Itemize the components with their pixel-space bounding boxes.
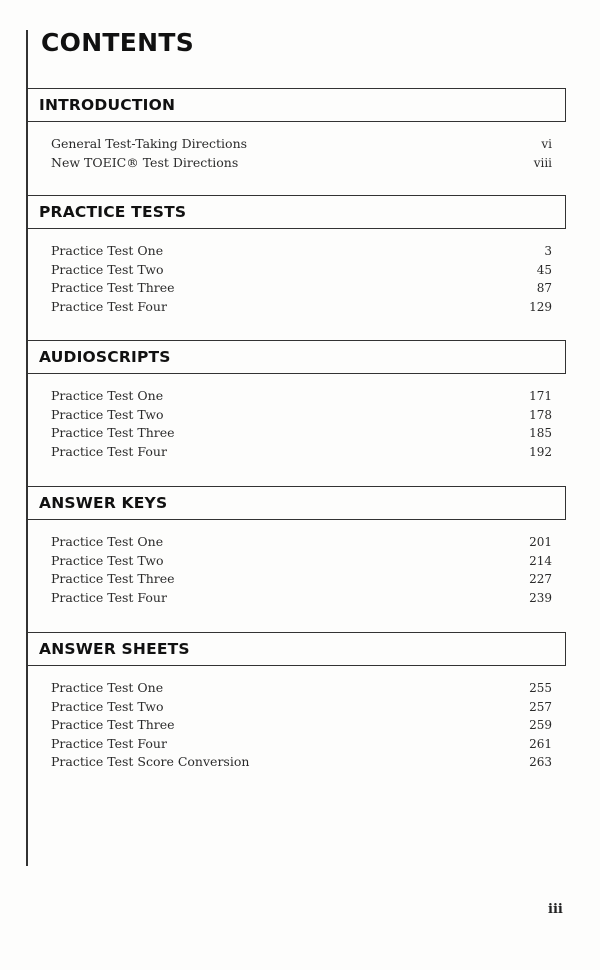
entry-page: 263 xyxy=(529,755,552,770)
entry-label: Practice Test Three xyxy=(51,280,175,296)
entry-label: New TOEIC® Test Directions xyxy=(51,154,239,170)
entry-label: Practice Test Three xyxy=(51,425,175,441)
toc-entry[interactable] xyxy=(51,679,552,698)
entry-label: Practice Test Four xyxy=(51,443,167,459)
section-rule xyxy=(28,373,566,374)
section-heading: ANSWER KEYS xyxy=(28,486,566,519)
entry-page: 201 xyxy=(529,535,552,549)
section-rule xyxy=(28,519,566,520)
toc-entry[interactable] xyxy=(51,753,552,772)
section-heading: AUDIOSCRIPTS xyxy=(28,340,566,373)
toc-entry[interactable] xyxy=(51,424,552,443)
entry-label: Practice Test Two xyxy=(51,261,164,277)
section-practice-tests xyxy=(28,195,566,316)
entry-page: 239 xyxy=(529,590,552,605)
entry-label: Practice Test Two xyxy=(51,698,164,714)
toc-entry[interactable] xyxy=(51,589,552,608)
section-answer-sheets xyxy=(28,632,566,772)
toc-entry[interactable] xyxy=(51,735,552,754)
toc-entry[interactable] xyxy=(51,698,552,717)
toc-entry[interactable] xyxy=(51,570,552,589)
entry-page: 171 xyxy=(529,389,552,403)
entry-label: Practice Test One xyxy=(51,243,164,258)
toc-entry[interactable] xyxy=(51,261,552,280)
entry-page: 178 xyxy=(529,407,552,422)
entry-label: General Test-Taking Directions xyxy=(51,136,248,151)
toc-entry[interactable] xyxy=(51,242,552,261)
entry-page: 257 xyxy=(529,699,552,714)
entry-page: 259 xyxy=(529,718,552,733)
entry-page: 3 xyxy=(544,244,552,258)
entry-page: 261 xyxy=(529,736,552,751)
section-rule xyxy=(28,665,566,666)
toc-entry[interactable] xyxy=(51,552,552,571)
entry-label: Practice Test Four xyxy=(51,735,167,751)
toc-entry[interactable] xyxy=(51,154,552,173)
toc-entry[interactable] xyxy=(51,387,552,406)
section-heading: ANSWER SHEETS xyxy=(28,632,566,665)
entry-label: Practice Test Two xyxy=(51,406,164,422)
toc-entry[interactable] xyxy=(51,279,552,298)
entry-page: viii xyxy=(533,155,552,170)
entry-label: Practice Test Four xyxy=(51,298,167,314)
toc-entry[interactable] xyxy=(51,533,552,552)
section-answer-keys xyxy=(28,486,566,607)
section-rule xyxy=(28,228,566,229)
entry-label: Practice Test Two xyxy=(51,552,164,568)
entry-page: 87 xyxy=(536,281,552,296)
section-audioscripts xyxy=(28,340,566,461)
entry-page: 192 xyxy=(529,444,552,459)
page-title: CONTENTS xyxy=(41,28,195,57)
toc-entry[interactable] xyxy=(51,716,552,735)
page-number: iii xyxy=(548,902,563,917)
entry-label: Practice Test Four xyxy=(51,589,167,605)
entry-label: Practice Test One xyxy=(51,680,164,695)
entry-label: Practice Test Score Conversion xyxy=(51,754,250,770)
entry-page: 227 xyxy=(529,572,552,587)
entry-page: 129 xyxy=(529,299,552,314)
entry-page: 185 xyxy=(529,426,552,441)
section-introduction xyxy=(28,88,566,172)
entry-page: 255 xyxy=(529,681,552,695)
toc-entry[interactable] xyxy=(51,443,552,462)
entry-page: 45 xyxy=(536,262,552,277)
toc-entry[interactable] xyxy=(51,298,552,317)
toc-entry[interactable] xyxy=(51,135,552,154)
section-heading: PRACTICE TESTS xyxy=(28,195,566,228)
section-rule xyxy=(28,121,566,122)
section-heading: INTRODUCTION xyxy=(28,88,566,121)
entry-label: Practice Test One xyxy=(51,388,164,403)
entry-page: 214 xyxy=(529,553,552,568)
entry-label: Practice Test Three xyxy=(51,571,175,587)
entry-label: Practice Test Three xyxy=(51,717,175,733)
entry-page: vi xyxy=(541,137,552,151)
entry-label: Practice Test One xyxy=(51,534,164,549)
toc-entry[interactable] xyxy=(51,406,552,425)
